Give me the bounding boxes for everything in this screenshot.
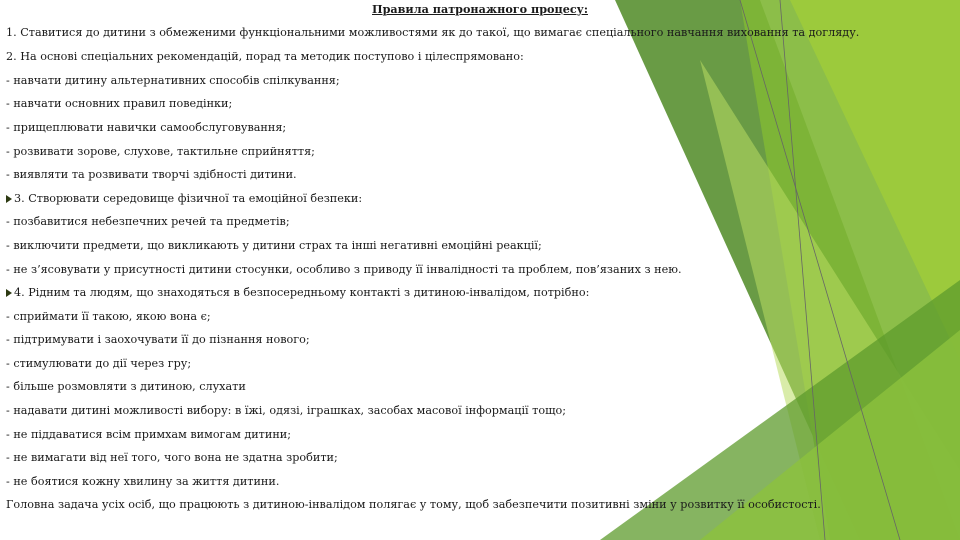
text-line-19: - не вимагати від неї того, чого вона не здатна зробити; <box>6 451 338 464</box>
text-line-20: - не боятися кожну хвилину за життя дитини. <box>6 475 280 488</box>
text-line-6: - розвивати зорове, слухове, тактильне сприйняття; <box>6 145 315 158</box>
triangle-bullet-icon <box>6 289 12 297</box>
text-line-3: - навчати дитину альтернативних способів спілкування; <box>6 74 340 87</box>
text-line-9: - позбавитися небезпечних речей та предметів; <box>6 215 290 228</box>
text-line-7: - виявляти та розвивати творчі здібності дитини. <box>6 168 297 181</box>
text-line-2: 2. На основі спеціальних рекомендацій, порад та методик поступово і цілеспрямовано: <box>6 50 524 63</box>
text-line-12: 4. Рідним та людям, що знаходяться в безпосередньому контакті з дитиною-інвалідом, потрібно: <box>14 286 590 299</box>
text-line-11: - не з’ясовувати у присутності дитини стосунки, особливо з приводу її інвалідності та проблем, пов’язаних з нею. <box>6 263 682 276</box>
text-line-21: Головна задача усіх осіб, що працюють з дитиною-інвалідом полягає у тому, щоб забезпечити позитивні зміни у розвитку її особистості. <box>6 498 821 511</box>
text-line-17: - надавати дитині можливості вибору: в їжі, одязі, іграшках, засобах масової інформації тощо; <box>6 404 567 417</box>
triangle-bullet-icon <box>6 195 12 203</box>
text-line-1: 1. Ставитися до дитини з обмеженими функціональними можливостями як до такої, що вимагає спеціального навчання виховання та догляду. <box>6 26 860 39</box>
text-line-18: - не піддаватися всім примхам вимогам дитини; <box>6 428 292 441</box>
text-line-15: - стимулювати до дії через гру; <box>6 357 192 370</box>
text-line-8: 3. Створювати середовище фізичної та емоційної безпеки: <box>14 192 363 205</box>
text-line-5: - прищеплювати навички самообслуговування; <box>6 121 287 134</box>
slide-title: Правила патронажного процесу: <box>372 2 588 16</box>
bullet-line-8 <box>6 192 362 206</box>
text-line-10: - виключити предмети, що викликають у дитини страх та інші негативні емоційні реакції; <box>6 239 542 252</box>
text-line-4: - навчати основних правил поведінки; <box>6 97 233 110</box>
text-line-13: - сприймати її такою, якою вона є; <box>6 310 211 323</box>
bullet-line-12 <box>6 286 589 300</box>
text-line-14: - підтримувати і заохочувати її до пізнання нового; <box>6 333 310 346</box>
text-line-16: - більше розмовляти з дитиною, слухати <box>6 380 246 393</box>
